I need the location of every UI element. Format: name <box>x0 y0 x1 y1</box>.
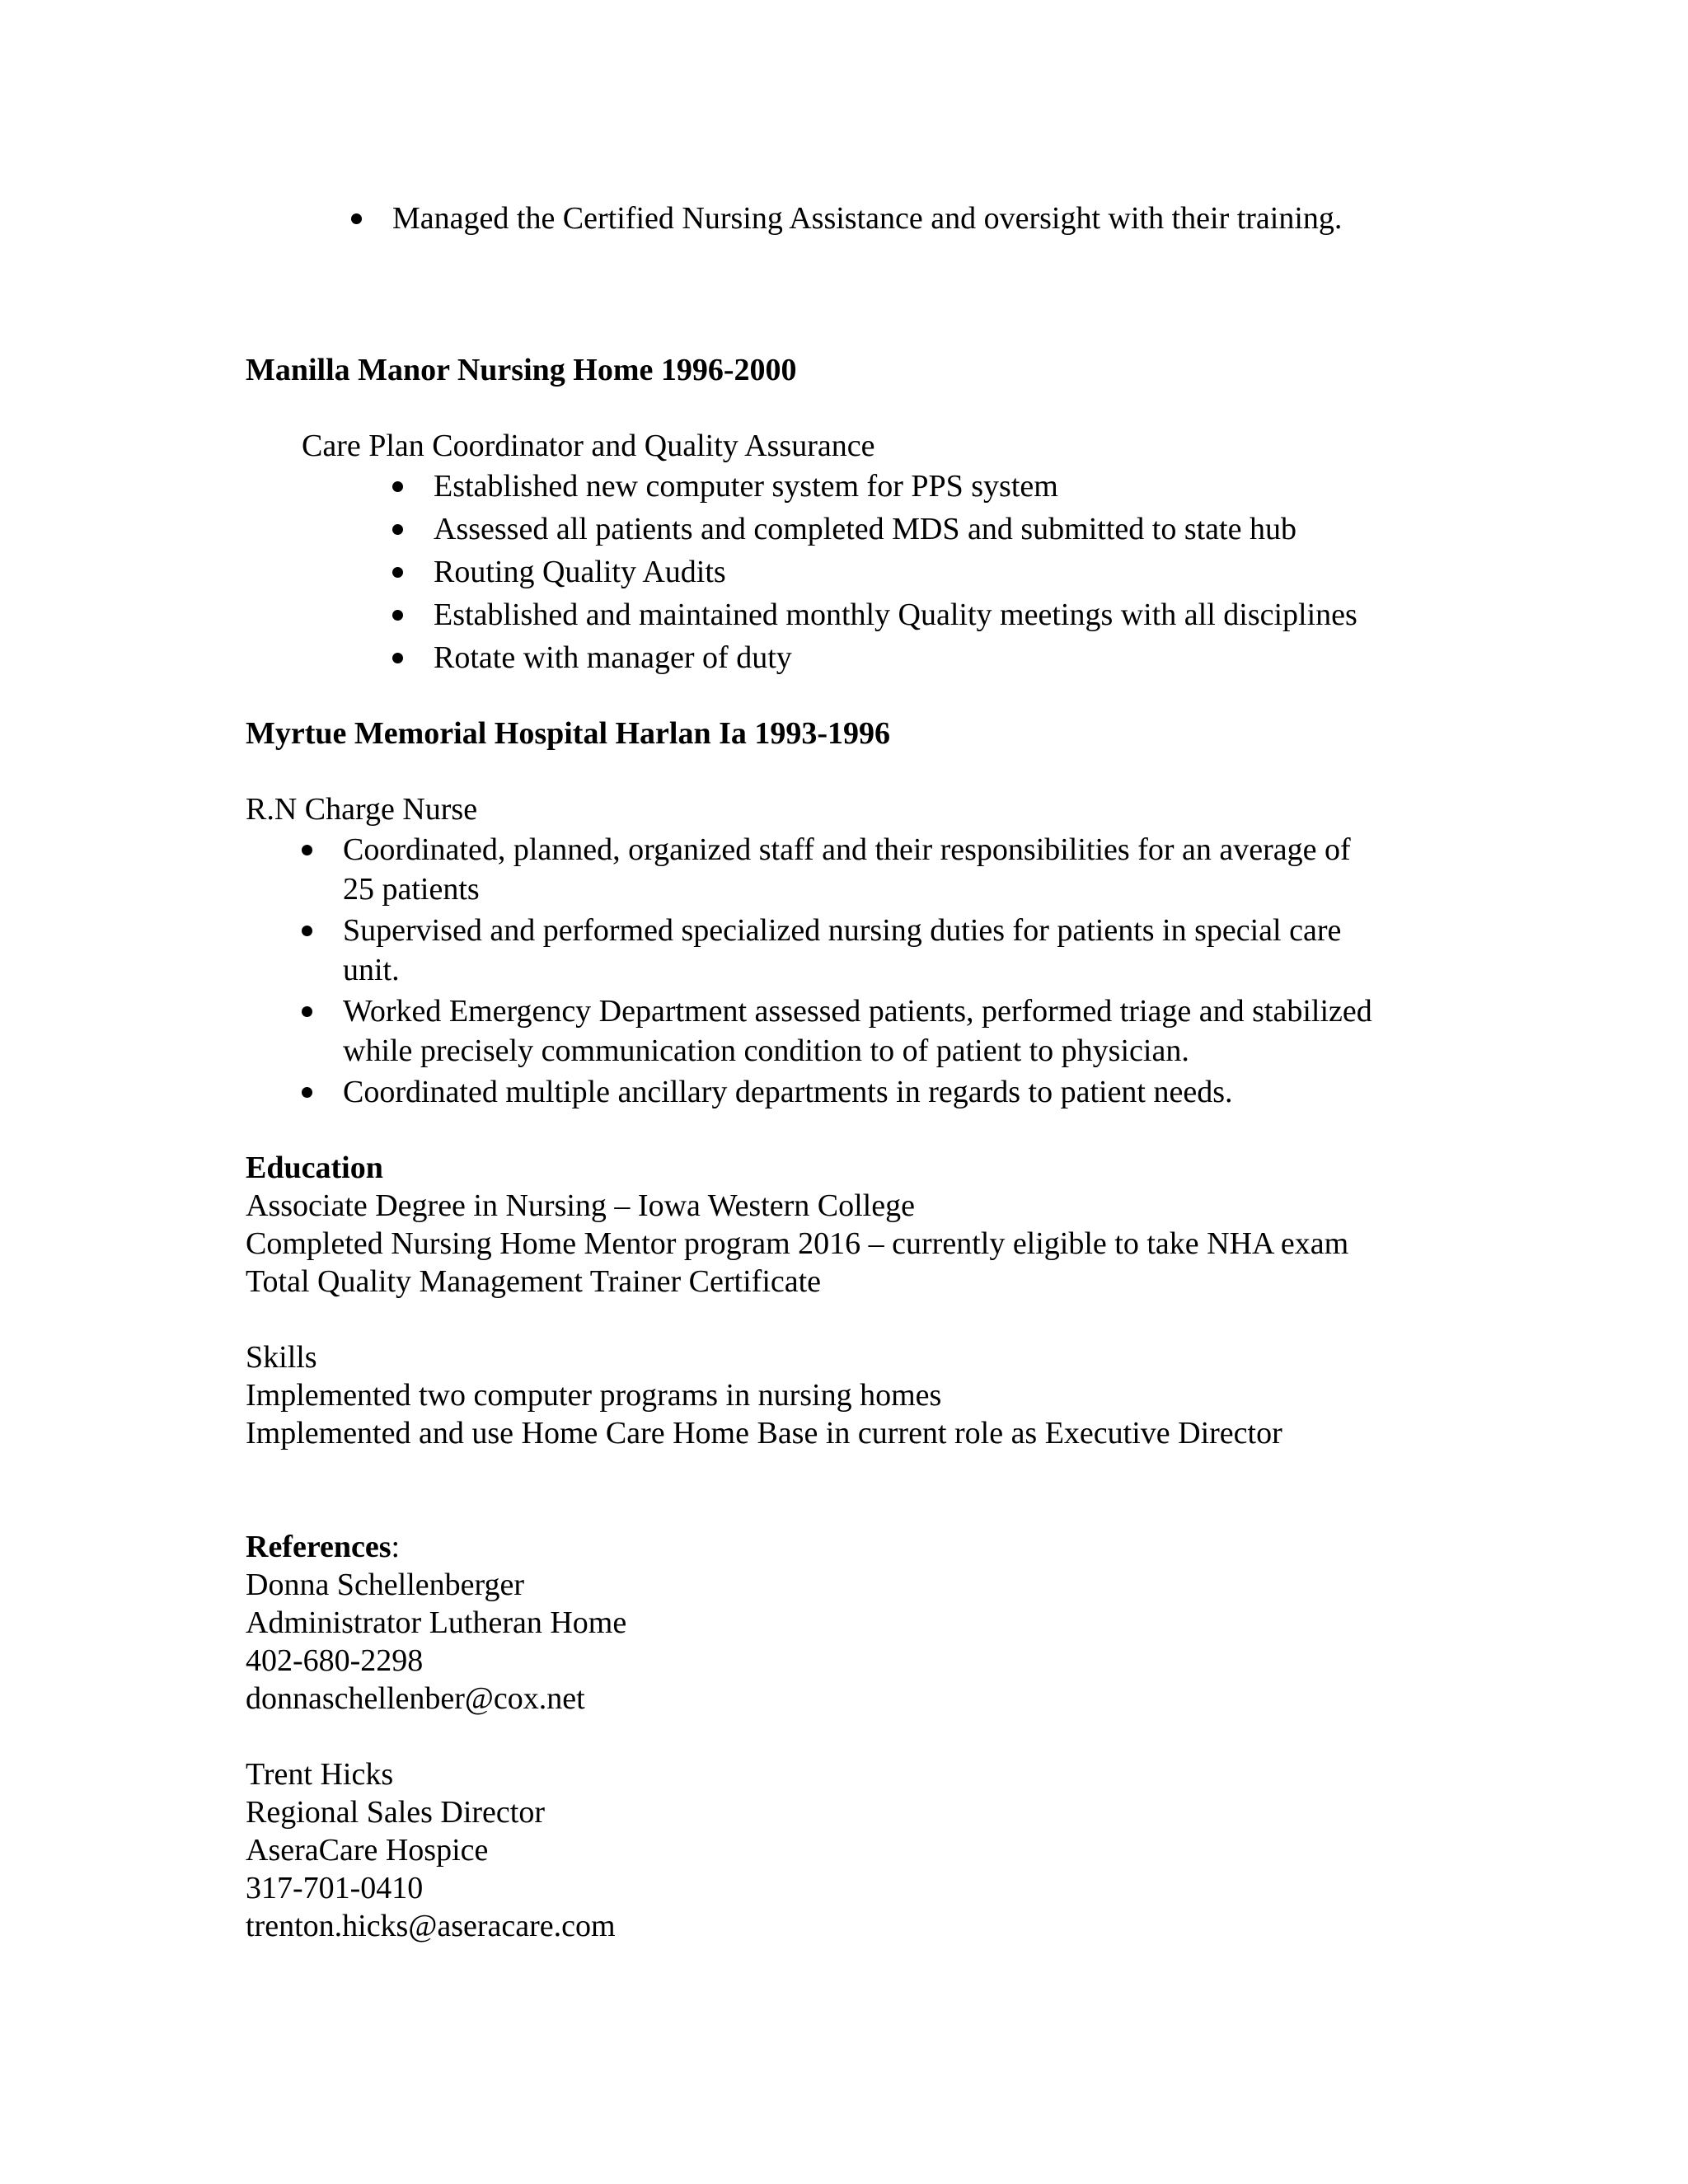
bullet-dot <box>392 653 403 663</box>
reference-title: Regional Sales Director <box>246 1795 546 1830</box>
job-role: Care Plan Coordinator and Quality Assurance <box>302 429 875 463</box>
references-heading: References <box>246 1530 392 1564</box>
bullet-dot <box>302 1087 312 1098</box>
job-bullet-line: Worked Emergency Department assessed patients, performed triage and stabilized <box>343 994 1372 1029</box>
bullet-dot <box>302 1006 312 1017</box>
job-bullet-line: 25 patients <box>343 872 480 907</box>
job-bullet: Rotate with manager of duty <box>434 640 792 675</box>
job-role: R.N Charge Nurse <box>246 792 478 827</box>
references-colon: : <box>391 1530 401 1564</box>
education-heading: Education <box>246 1151 383 1185</box>
reference-email: donnaschellenber@cox.net <box>246 1681 585 1716</box>
job-bullet-line: Supervised and performed specialized nursing duties for patients in special care <box>343 913 1342 948</box>
job-bullet: Established new computer system for PPS system <box>434 469 1058 504</box>
bullet-dot <box>302 926 312 936</box>
reference-title: Administrator Lutheran Home <box>246 1605 627 1640</box>
job-heading: Myrtue Memorial Hospital Harlan Ia 1993-1996 <box>246 716 891 751</box>
job-bullet: Established and maintained monthly Quality meetings with all disciplines <box>434 598 1357 632</box>
job-bullet-line: while precisely communication condition to of patient to physician. <box>343 1033 1189 1068</box>
job-bullet-line: Coordinated multiple ancillary departments in regards to patient needs. <box>343 1075 1233 1109</box>
job-bullet-line: Coordinated, planned, organized staff and their responsibilities for an average of <box>343 832 1351 867</box>
skills-line: Implemented and use Home Care Home Base in current role as Executive Director <box>246 1416 1282 1451</box>
reference-company: AseraCare Hospice <box>246 1833 489 1868</box>
job-bullet-line: unit. <box>343 953 400 987</box>
bullet-dot <box>351 213 362 224</box>
education-line: Total Quality Management Trainer Certificate <box>246 1264 822 1299</box>
job-heading: Manilla Manor Nursing Home 1996-2000 <box>246 353 797 387</box>
bullet-dot <box>302 845 312 855</box>
bullet-dot <box>392 481 403 492</box>
job-bullet: Assessed all patients and completed MDS and submitted to state hub <box>434 512 1296 546</box>
skills-heading: Skills <box>246 1340 317 1375</box>
education-line: Completed Nursing Home Mentor program 2016 – currently eligible to take NHA exam <box>246 1226 1349 1261</box>
skills-line: Implemented two computer programs in nursing homes <box>246 1378 942 1413</box>
reference-name: Donna Schellenberger <box>246 1568 525 1602</box>
bullet-dot <box>392 610 403 621</box>
reference-name: Trent Hicks <box>246 1757 394 1792</box>
reference-email: trenton.hicks@aseracare.com <box>246 1909 616 1943</box>
bullet-dot <box>392 524 403 535</box>
references-heading-row <box>246 1528 400 1566</box>
bullet-dot <box>392 567 403 578</box>
reference-phone: 402-680-2298 <box>246 1643 424 1678</box>
bullet-text: Managed the Certified Nursing Assistance and oversight with their training. <box>392 201 1343 236</box>
education-line: Associate Degree in Nursing – Iowa Western College <box>246 1188 915 1223</box>
reference-phone: 317-701-0410 <box>246 1871 424 1905</box>
job-bullet: Routing Quality Audits <box>434 555 726 589</box>
